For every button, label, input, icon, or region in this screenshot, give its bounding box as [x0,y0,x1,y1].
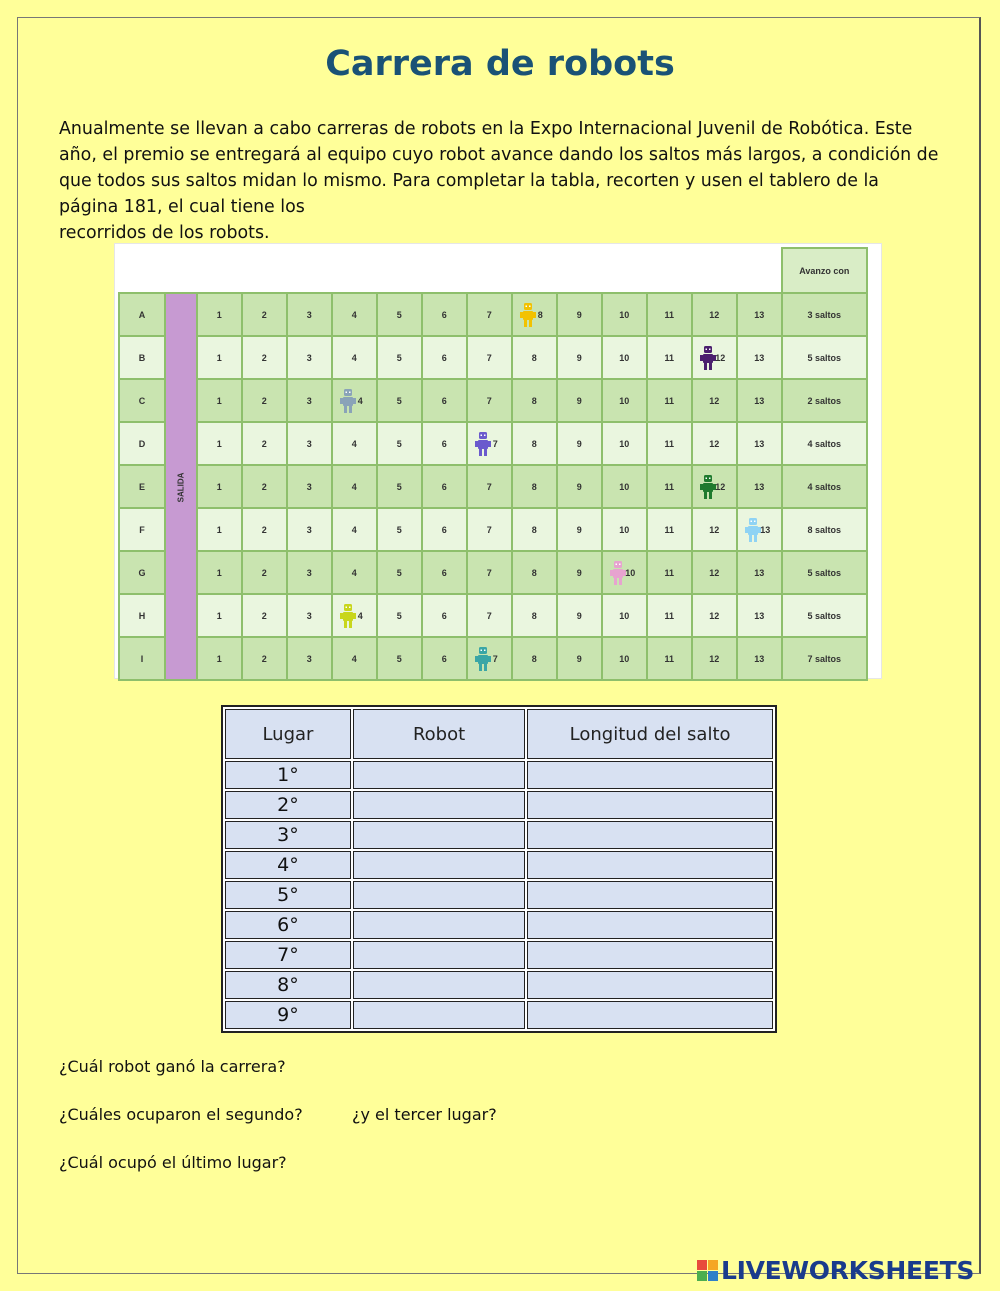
page-title: Carrera de robots [325,44,675,84]
board-header-row [119,248,867,293]
board-cell: 7 [467,508,512,551]
board-cell: 6 [422,379,467,422]
board-cell: 1 [197,422,242,465]
salida-label: SALIDA [176,472,186,502]
header-longitud: Longitud del salto [527,709,773,759]
board-cell: 11 [647,637,692,680]
board-cell [467,637,512,680]
board-cell: 2 [242,637,287,680]
answer-row [225,881,773,909]
board-cell [692,465,737,508]
board-cell: 3 [287,379,332,422]
answer-row [225,911,773,939]
board-cell [692,336,737,379]
board-header-blank [737,248,782,293]
place-cell: 6° [225,911,351,939]
board-cell: 13 [737,551,782,594]
board-cell: 6 [422,465,467,508]
place-cell: 4° [225,851,351,879]
board-cell: 1 [197,336,242,379]
board-cell: 1 [197,551,242,594]
board-header-blank [332,248,377,293]
place-cell: 1° [225,761,351,789]
board-cell: 10 [602,508,647,551]
answer-table [221,705,777,1033]
board-cell: 5 [377,379,422,422]
board-cell: 4 [332,551,377,594]
board-cell: 3 [287,293,332,336]
board-cell: 10 [602,422,647,465]
cell-number: 7 [492,653,498,664]
board-cell: 11 [647,508,692,551]
board-header-blank [242,248,287,293]
board-cell: 5 [377,551,422,594]
board-cell: 10 [602,379,647,422]
board-cell: 10 [602,594,647,637]
answer-row [225,851,773,879]
board-cell: 2 [242,594,287,637]
jump-length-answer-field[interactable] [527,911,773,939]
salida-column [165,293,197,680]
cell-number: 7 [492,438,498,449]
row-letter: E [119,465,165,508]
logo-text: LIVEWORKSHEETS [721,1255,975,1285]
robot-icon [520,302,536,328]
cell-number: 12 [715,481,726,492]
board-cell: 6 [422,551,467,594]
board-cell: 13 [737,293,782,336]
question-third: ¿y el tercer lugar? [352,1105,497,1124]
board-cell: 8 [512,594,557,637]
row-jumps: 3 saltos [782,293,867,336]
answer-row [225,761,773,789]
robot-answer-field[interactable] [353,971,525,999]
board-cell: 12 [692,551,737,594]
cell-number: 12 [715,352,726,363]
board-cell: 8 [512,379,557,422]
jump-length-answer-field[interactable] [527,971,773,999]
board-cell: 12 [692,422,737,465]
board-cell [602,551,647,594]
row-letter: B [119,336,165,379]
place-cell: 7° [225,941,351,969]
board-cell: 10 [602,336,647,379]
robot-icon [340,603,356,629]
board-cell: 7 [467,293,512,336]
board-cell: 1 [197,465,242,508]
board-cell: 12 [692,637,737,680]
board-cell: 6 [422,336,467,379]
board-cell: 10 [602,293,647,336]
board-cell: 6 [422,508,467,551]
board-cell: 13 [737,379,782,422]
board-cell: 11 [647,465,692,508]
board-header-blank [165,248,197,293]
robot-race-board [114,243,882,679]
answer-row [225,1001,773,1029]
board-cell: 13 [737,422,782,465]
board-cell: 2 [242,336,287,379]
board-cell: 3 [287,508,332,551]
board-cell: 11 [647,594,692,637]
board-cell: 6 [422,637,467,680]
board-cell: 3 [287,594,332,637]
robot-answer-field[interactable] [353,821,525,849]
header-lugar: Lugar [225,709,351,759]
board-cell: 6 [422,293,467,336]
board-cell: 8 [512,465,557,508]
robot-icon [475,431,491,457]
board-cell: 4 [332,508,377,551]
board-cell: 4 [332,422,377,465]
answer-row [225,821,773,849]
board-cell: 9 [557,465,602,508]
place-cell: 9° [225,1001,351,1029]
board-cell: 5 [377,465,422,508]
board-cell: 8 [512,551,557,594]
board-header-blank [467,248,512,293]
robot-answer-field[interactable] [353,881,525,909]
board-cell: 3 [287,637,332,680]
robot-answer-field[interactable] [353,1001,525,1029]
robot-icon [340,388,356,414]
board-cell: 3 [287,336,332,379]
answer-row [225,971,773,999]
row-letter: G [119,551,165,594]
board-cell: 4 [332,293,377,336]
board-cell: 8 [512,336,557,379]
row-letter: C [119,379,165,422]
board-cell: 8 [512,508,557,551]
board-row [119,508,867,551]
board-cell: 9 [557,637,602,680]
board-cell: 12 [692,293,737,336]
row-jumps: 2 saltos [782,379,867,422]
row-jumps: 8 saltos [782,508,867,551]
board-header-blank [119,248,165,293]
board-cell: 7 [467,465,512,508]
board-cell: 4 [332,637,377,680]
board-cell: 13 [737,336,782,379]
board-row [119,551,867,594]
board-cell: 3 [287,551,332,594]
board-cell: 9 [557,594,602,637]
board-header-avanzo: Avanzo con [782,248,867,293]
board-cell: 1 [197,293,242,336]
robot-answer-field[interactable] [353,791,525,819]
row-jumps: 4 saltos [782,465,867,508]
robot-answer-field[interactable] [353,851,525,879]
board-row [119,594,867,637]
board-cell: 13 [737,594,782,637]
board-cell: 13 [737,637,782,680]
jump-length-answer-field[interactable] [527,941,773,969]
board-header-blank [377,248,422,293]
board-cell: 9 [557,379,602,422]
row-letter: I [119,637,165,680]
robot-icon [700,345,716,371]
board-row [119,422,867,465]
board-cell: 11 [647,293,692,336]
robot-icon [475,646,491,672]
board-header-blank [692,248,737,293]
place-cell: 2° [225,791,351,819]
jump-length-answer-field[interactable] [527,851,773,879]
jump-length-answer-field[interactable] [527,1001,773,1029]
board-cell [467,422,512,465]
board-cell: 6 [422,594,467,637]
row-jumps: 5 saltos [782,551,867,594]
question-winner: ¿Cuál robot ganó la carrera? [59,1057,286,1076]
board-cell: 4 [332,336,377,379]
jump-length-answer-field[interactable] [527,881,773,909]
answer-row [225,941,773,969]
board-cell: 2 [242,508,287,551]
cell-number: 4 [357,610,363,621]
board-cell: 2 [242,422,287,465]
board-cell: 5 [377,637,422,680]
board-cell: 7 [467,594,512,637]
board-cell: 11 [647,336,692,379]
robot-answer-field[interactable] [353,911,525,939]
board-header-blank [557,248,602,293]
row-letter: D [119,422,165,465]
row-letter: F [119,508,165,551]
header-robot: Robot [353,709,525,759]
cell-number: 4 [357,395,363,406]
board-cell: 10 [602,465,647,508]
row-jumps: 4 saltos [782,422,867,465]
logo-badge-icon [697,1260,718,1281]
board-header-blank [602,248,647,293]
board-header-blank [512,248,557,293]
row-jumps: 5 saltos [782,336,867,379]
board-cell: 10 [602,637,647,680]
robot-icon [745,517,761,543]
board-cell: 3 [287,465,332,508]
board-cell: 11 [647,379,692,422]
liveworksheets-logo [697,1255,974,1285]
board-cell: 2 [242,465,287,508]
board-cell: 13 [737,465,782,508]
board-cell [332,594,377,637]
place-cell: 5° [225,881,351,909]
intro-text-end: recorridos de los robots. [59,223,270,243]
board-cell: 5 [377,336,422,379]
board-cell: 8 [512,637,557,680]
jump-length-answer-field[interactable] [527,821,773,849]
board-header-blank [422,248,467,293]
cell-number: 8 [537,309,543,320]
place-cell: 3° [225,821,351,849]
answer-row [225,791,773,819]
board-cell [737,508,782,551]
board-cell: 9 [557,422,602,465]
board-cell: 5 [377,293,422,336]
board-cell: 5 [377,508,422,551]
intro-text: Anualmente se llevan a cabo carreras de robots en la Expo Internacional Juvenil de Robótica. Este año, el premio se entregará al equipo cuyo robot avance dando los saltos más largos, a condición de que todos sus saltos midan lo mismo. Para completar la tabla, recorten y usen el tablero de la página 181, el cual tiene los [59,119,939,217]
board-grid [118,247,868,681]
board-cell [332,379,377,422]
row-letter: H [119,594,165,637]
board-cell: 12 [692,508,737,551]
board-header-blank [197,248,242,293]
place-cell: 8° [225,971,351,999]
board-cell: 1 [197,594,242,637]
row-letter: A [119,293,165,336]
board-cell: 1 [197,508,242,551]
question-last: ¿Cuál ocupó el último lugar? [59,1153,287,1172]
board-cell: 1 [197,379,242,422]
board-cell: 12 [692,379,737,422]
board-cell: 11 [647,422,692,465]
intro-paragraph [59,116,939,246]
cell-number: 10 [625,567,636,578]
cell-number: 13 [760,524,771,535]
board-row [119,637,867,680]
board-header-blank [647,248,692,293]
board-cell: 7 [467,379,512,422]
board-cell: 7 [467,336,512,379]
row-jumps: 7 saltos [782,637,867,680]
board-row [119,465,867,508]
board-cell: 9 [557,293,602,336]
board-cell: 2 [242,293,287,336]
board-cell: 12 [692,594,737,637]
board-cell: 9 [557,336,602,379]
board-row [119,336,867,379]
board-cell: 5 [377,594,422,637]
jump-length-answer-field[interactable] [527,761,773,789]
board-row [119,379,867,422]
board-cell: 9 [557,551,602,594]
board-cell: 9 [557,508,602,551]
board-cell: 6 [422,422,467,465]
robot-answer-field[interactable] [353,941,525,969]
board-cell: 11 [647,551,692,594]
robot-icon [610,560,626,586]
jump-length-answer-field[interactable] [527,791,773,819]
board-cell: 1 [197,637,242,680]
board-header-blank [287,248,332,293]
board-cell: 7 [467,551,512,594]
robot-icon [700,474,716,500]
board-cell: 5 [377,422,422,465]
board-cell: 8 [512,422,557,465]
board-cell: 4 [332,465,377,508]
board-cell [512,293,557,336]
board-cell: 2 [242,551,287,594]
question-second: ¿Cuáles ocuparon el segundo? [59,1105,303,1124]
board-row [119,293,867,336]
robot-answer-field[interactable] [353,761,525,789]
board-cell: 3 [287,422,332,465]
board-cell: 2 [242,379,287,422]
row-jumps: 5 saltos [782,594,867,637]
